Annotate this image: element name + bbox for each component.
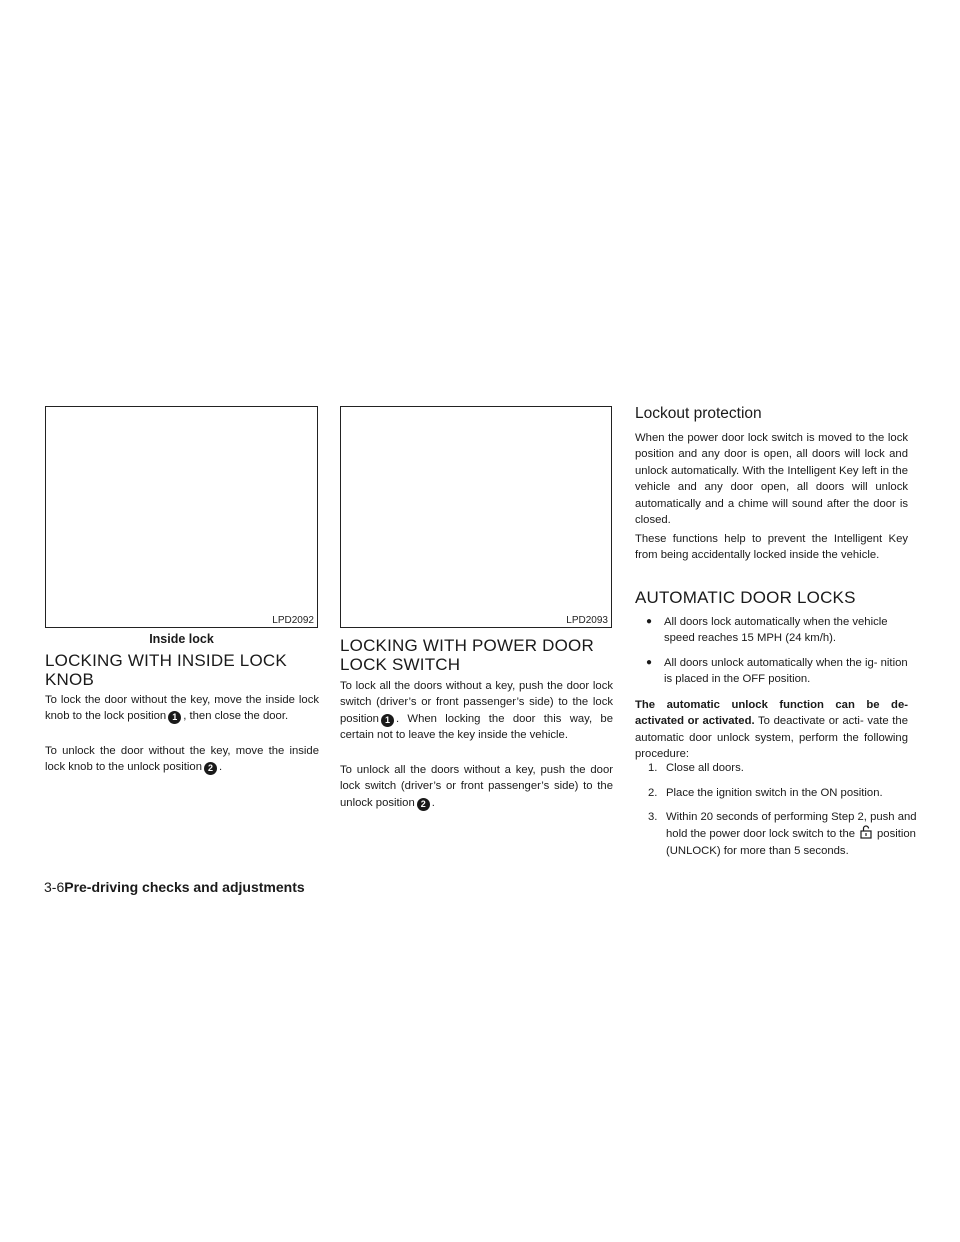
paragraph: These functions help to prevent the Intelligent Key from being accidentally locked inside the vehicle.: [635, 533, 908, 562]
bullet-icon: ●: [646, 657, 653, 668]
paragraph: To unlock all the doors without a key, push the door lock switch (driver’s or front passenger’s side) to the unlock position 2 .: [340, 764, 613, 809]
footer-section-title: Pre-driving checks and adjustments: [64, 879, 305, 895]
section-heading-lockout-protection: Lockout protection: [635, 405, 762, 422]
bullet-item: ● All doors lock automatically when the vehicle speed reaches 15 MPH (24 km/h).: [646, 616, 888, 645]
figure-code: LPD2093: [566, 615, 608, 626]
section-heading-inside-lock: LOCKING WITH INSIDE LOCK KNOB: [45, 651, 287, 689]
paragraph: To lock all the doors without a key, push the door lock switch (driver’s or front passenger’s side) to the lock position 1 . When locking the door this way, be certain not to leave the key inside the vehicle.: [340, 680, 613, 742]
position-1-marker: 1: [381, 714, 394, 727]
unlock-icon: [859, 825, 873, 839]
paragraph: To unlock the door without the key, move the inside lock knob to the unlock position 2 .: [45, 745, 319, 774]
paragraph: To lock the door without the key, move the inside lock knob to the lock position 1 , then close the door.: [45, 694, 319, 723]
position-2-marker: 2: [204, 762, 217, 775]
position-1-marker: 1: [168, 711, 181, 724]
paragraph: The automatic unlock function can be de- activated or activated. To deactivate or acti- vate the automatic door unlock system, perform the following procedure:: [635, 699, 908, 761]
position-2-marker: 2: [417, 798, 430, 811]
bullet-icon: ●: [646, 616, 653, 627]
section-heading-power-door-lock: LOCKING WITH POWER DOOR LOCK SWITCH: [340, 636, 594, 674]
figure-code: LPD2092: [272, 615, 314, 626]
bullet-item: ● All doors unlock automatically when the ig- nition is placed in the OFF position.: [646, 657, 908, 686]
page-number: 3-6: [44, 879, 65, 895]
section-heading-automatic-door-locks: AUTOMATIC DOOR LOCKS: [635, 588, 856, 607]
paragraph: When the power door lock switch is moved to the lock position and any door is open, all doors will lock and unlock automatically. With the Intelligent Key left in the vehicle and any door open, all doors will unlock automatically and a chime will sound after the door is closed.: [635, 432, 908, 527]
page-footer: [44, 879, 305, 895]
figure-power-door-lock: [340, 406, 612, 628]
step-item: 3. Within 20 seconds of performing Step 2, push and hold the power door lock switch to the position (UNLOCK) for more than 5 seconds.: [648, 811, 917, 857]
figure-inside-lock: [45, 406, 318, 628]
figure-caption: Inside lock: [149, 632, 214, 646]
